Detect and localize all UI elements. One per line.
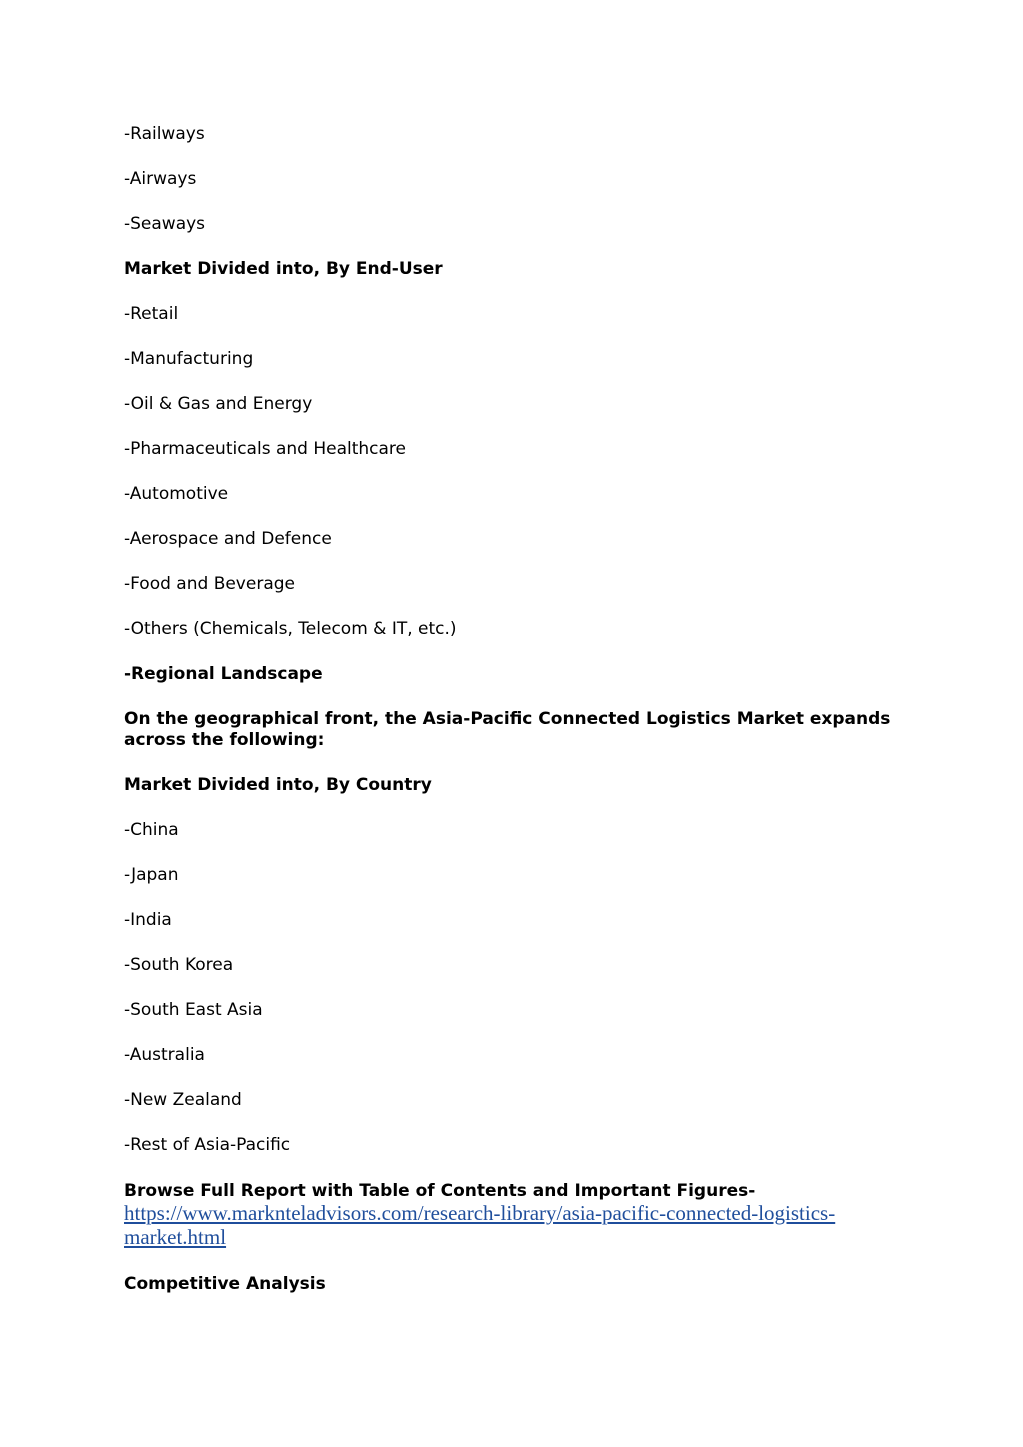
country-item: -South Korea: [124, 955, 234, 975]
country-item: -South East Asia: [124, 1000, 263, 1020]
end-user-item: -Retail: [124, 304, 179, 324]
country-item: -China: [124, 820, 179, 840]
browse-report-paragraph: [124, 1180, 904, 1250]
country-heading: Market Divided into, By Country: [124, 775, 432, 795]
regional-heading: -Regional Landscape: [124, 664, 323, 684]
document-page: [124, 124, 904, 1319]
geographic-intro: On the geographical front, the Asia-Pacific Connected Logistics Market expands across the following:: [124, 709, 891, 750]
end-user-item: -Pharmaceuticals and Healthcare: [124, 439, 407, 459]
report-link[interactable]: https://www.marknteladvisors.com/research-library/asia-pacific-connected-logistics-market.html: [124, 1201, 836, 1249]
country-item: -India: [124, 910, 172, 930]
country-item: -New Zealand: [124, 1090, 242, 1110]
end-user-item: -Oil & Gas and Energy: [124, 394, 313, 414]
competitive-analysis-heading: Competitive Analysis: [124, 1274, 326, 1294]
browse-report-label: Browse Full Report with Table of Contents and Important Figures-: [124, 1181, 756, 1201]
end-user-item: -Manufacturing: [124, 349, 254, 369]
end-user-heading: Market Divided into, By End-User: [124, 259, 443, 279]
country-item: -Japan: [124, 865, 179, 885]
country-item: -Australia: [124, 1045, 205, 1065]
end-user-item: -Aerospace and Defence: [124, 529, 332, 549]
mode-item-seaways: -Seaways: [124, 214, 206, 234]
end-user-item: -Food and Beverage: [124, 574, 295, 594]
country-item: -Rest of Asia-Pacific: [124, 1135, 291, 1155]
mode-item-railways: -Railways: [124, 124, 205, 144]
end-user-item: -Others (Chemicals, Telecom & IT, etc.): [124, 619, 457, 639]
mode-item-airways: -Airways: [124, 169, 197, 189]
end-user-item: -Automotive: [124, 484, 229, 504]
